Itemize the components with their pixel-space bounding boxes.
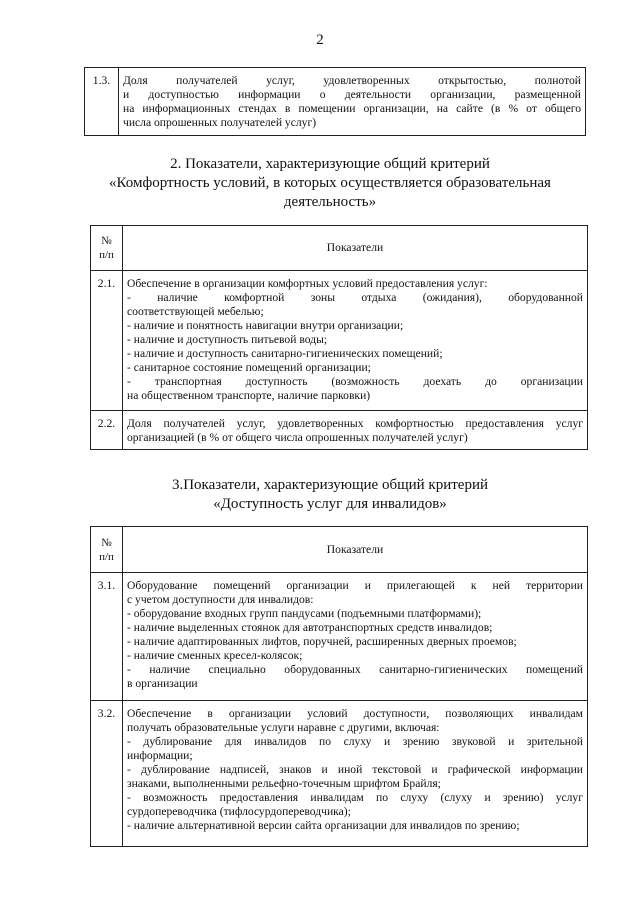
- section-2-title: [60, 155, 600, 212]
- text-line: соответствующей мебелью;: [127, 305, 264, 318]
- table-row: [91, 573, 588, 701]
- table-row: [85, 68, 586, 136]
- table-row: [91, 271, 588, 411]
- table-row: [91, 701, 588, 847]
- text-line: информации;: [127, 749, 193, 762]
- text-line: - наличие адаптированных лифтов, поручней, расширенных дверных проемов;: [127, 635, 517, 648]
- text-line: - транспортная доступность (возможность доехать до организации: [127, 375, 583, 388]
- section-3-title: [60, 476, 600, 514]
- title-line: деятельность»: [283, 194, 377, 210]
- text-line: Обеспечение в организации комфортных условий предоставления услуг:: [127, 277, 488, 290]
- text-line: Доля получателей услуг, удовлетворенных комфортностью предоставления услуг: [127, 417, 583, 430]
- text-line: - наличие альтернативной версии сайта организации для инвалидов по зрению;: [127, 819, 520, 832]
- text-line: - наличие и понятность навигации внутри организации;: [127, 319, 404, 332]
- table-accessibility: [90, 526, 588, 847]
- row-number: 3.1.: [91, 573, 123, 701]
- text-line: - санитарное состояние помещений организации;: [127, 361, 371, 374]
- text-line: и доступностью информации о деятельности организации, размещенной: [123, 88, 581, 101]
- text-line: знаками, выполненными рельефно-точечным шрифтом Брайля;: [127, 777, 441, 790]
- text-line: - наличие комфортной зоны отдыха (ожидания), оборудованной: [127, 291, 583, 304]
- text-line: числа опрошенных получателей услуг): [123, 116, 317, 129]
- text-line: Доля получателей услуг, удовлетворенных открытостью, полнотой: [123, 74, 581, 87]
- text-line: - оборудование входных групп пандусами (подъемными платформами);: [127, 607, 482, 620]
- text-line: - наличие и доступность питьевой воды;: [127, 333, 328, 346]
- text-line: на общественном транспорте, наличие парковки): [127, 389, 371, 402]
- title-line: 3.Показатели, характеризующие общий критерий: [171, 477, 489, 493]
- row-text: [123, 573, 588, 701]
- row-text: [123, 411, 588, 450]
- table-row: [91, 411, 588, 450]
- text-line: - наличие выделенных стоянок для автотранспортных средств инвалидов;: [127, 621, 493, 634]
- title-line: 2. Показатели, характеризующие общий критерий: [170, 156, 490, 172]
- text-line: получать образовательные услуги наравне с другими, включая:: [127, 721, 440, 734]
- row-number: 2.2.: [91, 411, 123, 450]
- table-comfort: [90, 225, 588, 450]
- text-line: организацией (в % от общего числа опрошенных получателей услуг): [127, 431, 468, 444]
- row-number: 2.1.: [91, 271, 123, 411]
- table-header-row: [91, 527, 588, 573]
- text-line: - наличие сменных кресел-колясок;: [127, 649, 303, 662]
- row-number: 1.3.: [85, 68, 119, 136]
- header-label: Показатели: [123, 226, 588, 271]
- table-header-row: [91, 226, 588, 271]
- text-line: на информационных стендах в помещении организации, на сайте (в % от общего: [123, 102, 581, 115]
- row-text: [119, 68, 586, 136]
- row-text: [123, 701, 588, 847]
- text-line: - дублирование надписей, знаков и иной текстовой и графической информации: [127, 763, 583, 776]
- table-open-info: [84, 67, 586, 136]
- row-number: 3.2.: [91, 701, 123, 847]
- text-line: - дублирование для инвалидов по слуху и зрению звуковой и зрительной: [127, 735, 583, 748]
- title-line: «Доступность услуг для инвалидов»: [213, 496, 447, 512]
- page-number: 2: [316, 32, 324, 48]
- header-label: Показатели: [123, 527, 588, 573]
- text-line: - наличие специально оборудованных санитарно-гигиенических помещений: [127, 663, 583, 676]
- text-line: сурдопереводчика (тифлосурдопереводчика);: [127, 805, 351, 818]
- text-line: - возможность предоставления инвалидам по слуху (слуху и зрению) услуг: [127, 791, 583, 804]
- row-text: [123, 271, 588, 411]
- header-number: № п/п: [91, 226, 123, 271]
- header-number: № п/п: [91, 527, 123, 573]
- text-line: в организации: [127, 677, 198, 690]
- text-line: с учетом доступности для инвалидов:: [127, 593, 314, 606]
- title-line: «Комфортность условий, в которых осуществляется образовательная: [109, 175, 551, 191]
- text-line: Обеспечение в организации условий доступности, позволяющих инвалидам: [127, 707, 583, 720]
- text-line: Оборудование помещений организации и прилегающей к ней территории: [127, 579, 583, 592]
- text-line: - наличие и доступность санитарно-гигиенических помещений;: [127, 347, 443, 360]
